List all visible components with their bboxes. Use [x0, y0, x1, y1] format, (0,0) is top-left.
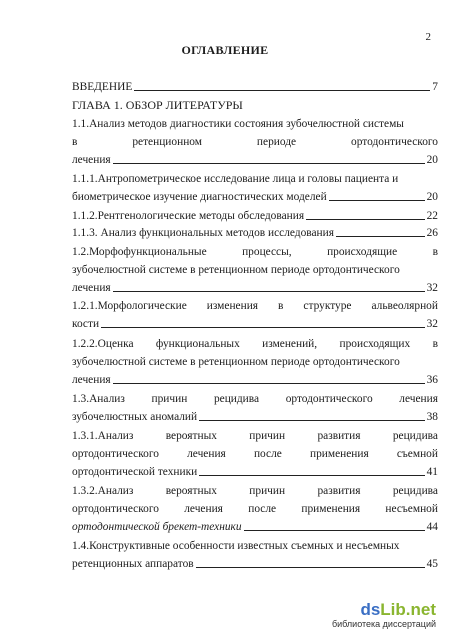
word: после — [253, 448, 282, 460]
toc-page-number: 38 — [426, 411, 438, 423]
toc-entry-1-2-1-line2[interactable] — [72, 317, 438, 331]
leader-line — [101, 327, 425, 328]
toc-entry-1-4-line1[interactable]: 1.4.Конструктивные особенности известных съемных и несъемных — [72, 540, 400, 552]
word: изменения — [206, 300, 259, 312]
word: в — [432, 338, 438, 350]
toc-page-number: 45 — [426, 558, 438, 570]
toc-entry-1-1-1-line2[interactable] — [72, 190, 438, 204]
word: причин — [249, 430, 286, 442]
toc-entry-label: биометрическое изучение диагностических моделей — [72, 191, 327, 203]
toc-page-number: 32 — [426, 318, 438, 330]
toc-entry-1-3-1-line3[interactable] — [72, 465, 438, 479]
toc-entry-1-2-line3[interactable] — [72, 281, 438, 295]
toc-entry-1-1-1-line1[interactable]: 1.1.1.Антропометрическое исследование лица и головы пациента и — [72, 173, 399, 185]
toc-entry-1-2-line2[interactable]: зубочелюстной системе в ретенционном периоде ортодонтического — [72, 264, 400, 276]
toc-entry-1-3-2-line1[interactable] — [72, 484, 438, 498]
toc-entry-label: кости — [72, 318, 100, 330]
toc-entry-1-2-2-line2[interactable]: зубочелюстной системе в ретенционном периоде ортодонтического — [72, 356, 400, 368]
word: происходящие — [327, 246, 398, 258]
dslib-watermark — [331, 600, 436, 629]
leader-line — [199, 475, 424, 476]
toc-entry-1-1-line3[interactable] — [72, 153, 438, 167]
word: происходящих — [339, 338, 411, 350]
leader-line — [244, 530, 425, 531]
leader-line — [113, 383, 425, 384]
word: ортодонтического — [351, 136, 438, 148]
word: ортодонтического — [72, 503, 159, 515]
word: альвеолярной — [371, 300, 438, 312]
word: 1.2.1.Морфологические — [72, 300, 187, 312]
toc-entry-label: ортодонтической брекет-техники — [72, 521, 242, 533]
word: 1.2.2.Оценка — [72, 338, 134, 350]
leader-line — [113, 163, 425, 164]
toc-page-number: 20 — [426, 154, 438, 166]
word: в — [432, 246, 438, 258]
toc-entry-1-3-line1[interactable] — [72, 392, 438, 406]
toc-entry-label: ретенционных аппаратов — [72, 558, 194, 570]
word: вероятных — [165, 485, 217, 497]
leader-line — [134, 90, 430, 91]
toc-entry-1-2-1-line1[interactable] — [72, 299, 438, 313]
leader-line — [199, 420, 425, 421]
word: несъемной — [385, 503, 438, 515]
toc-entry-label: лечения — [72, 154, 111, 166]
toc-page-number: 36 — [426, 374, 438, 386]
word: 1.2.Морфофункциональные — [72, 246, 207, 258]
toc-entry-1-1-2[interactable] — [72, 209, 438, 223]
toc-entry-1-2-2-line1[interactable] — [72, 337, 438, 351]
word: после — [248, 503, 277, 515]
dslib-logo: dsLib.net — [360, 600, 436, 619]
watermark-subtitle: библиотека диссертаций — [331, 619, 436, 629]
word: структуре — [303, 300, 352, 312]
toc-page-number: 20 — [426, 191, 438, 203]
toc-page-number: 22 — [426, 210, 438, 222]
page-title: ОГЛАВЛЕНИЕ — [181, 43, 269, 57]
toc-page-number: 44 — [426, 521, 438, 533]
word: лечения — [399, 393, 438, 405]
toc-entry-label: ВВЕДЕНИЕ — [72, 81, 133, 93]
toc-entry-label: зубочелюстных аномалий — [72, 411, 198, 423]
toc-page-number: 26 — [426, 227, 438, 239]
word: в — [72, 136, 78, 148]
word: рецидива — [392, 485, 438, 497]
word: периоде — [256, 136, 297, 148]
page-number: 2 — [425, 31, 431, 43]
word: ортодонтического — [72, 448, 159, 460]
word: 1.3.1.Анализ — [72, 430, 134, 442]
leader-line — [113, 291, 425, 292]
word: изменений, — [262, 338, 318, 350]
word: съемной — [396, 448, 438, 460]
toc-page-number: 7 — [432, 81, 438, 93]
toc-entry-1-3-2-line2[interactable] — [72, 502, 438, 516]
word: развития — [317, 485, 361, 497]
word: применения — [301, 503, 361, 515]
word: рецидива — [392, 430, 438, 442]
word: процессы, — [242, 246, 292, 258]
word: в — [278, 300, 284, 312]
leader-line — [196, 567, 425, 568]
toc-entry-intro[interactable] — [72, 80, 438, 94]
toc-entry-1-3-1-line2[interactable] — [72, 447, 438, 461]
toc-entry-label: ортодонтической техники — [72, 466, 198, 478]
word: 1.3.2.Анализ — [72, 485, 134, 497]
word: вероятных — [165, 430, 217, 442]
toc-entry-1-1-3[interactable] — [72, 226, 438, 240]
word: причин — [151, 393, 188, 405]
leader-line — [336, 236, 425, 237]
toc-entry-label: лечения — [72, 374, 111, 386]
toc-entry-label: 1.1.3. Анализ функциональных методов исследования — [72, 227, 334, 239]
toc-page-number: 41 — [426, 466, 438, 478]
toc-entry-1-3-line2[interactable] — [72, 410, 438, 424]
word: рецидива — [213, 393, 260, 405]
toc-entry-label: лечения — [72, 282, 111, 294]
toc-entry-1-1-line1[interactable]: 1.1.Анализ методов диагностики состояния зубочелюстной системы — [72, 118, 404, 130]
word: ортодонтического — [285, 393, 373, 405]
toc-entry-label: 1.1.2.Рентгенологические методы обследования — [72, 210, 305, 222]
toc-entry-1-1-line2[interactable] — [72, 135, 438, 149]
word: причин — [249, 485, 286, 497]
leader-line — [329, 200, 425, 201]
toc-entry-1-4-line2[interactable] — [72, 557, 438, 571]
toc-entry-1-3-1-line1[interactable] — [72, 429, 438, 443]
word: лечения — [184, 503, 223, 515]
toc-chapter-1[interactable]: ГЛАВА 1. ОБЗОР ЛИТЕРАТУРЫ — [72, 98, 243, 112]
word: развития — [317, 430, 361, 442]
word: ретенционном — [132, 136, 202, 148]
word: лечения — [187, 448, 226, 460]
toc-entry-1-2-2-line3[interactable] — [72, 373, 438, 387]
leader-line — [306, 219, 425, 220]
toc-entry-1-2-line1[interactable] — [72, 245, 438, 259]
word: применения — [309, 448, 369, 460]
toc-page-number: 32 — [426, 282, 438, 294]
toc-entry-1-3-2-line3[interactable] — [72, 520, 438, 534]
word: 1.3.Анализ — [72, 393, 125, 405]
word: функциональных — [155, 338, 240, 350]
